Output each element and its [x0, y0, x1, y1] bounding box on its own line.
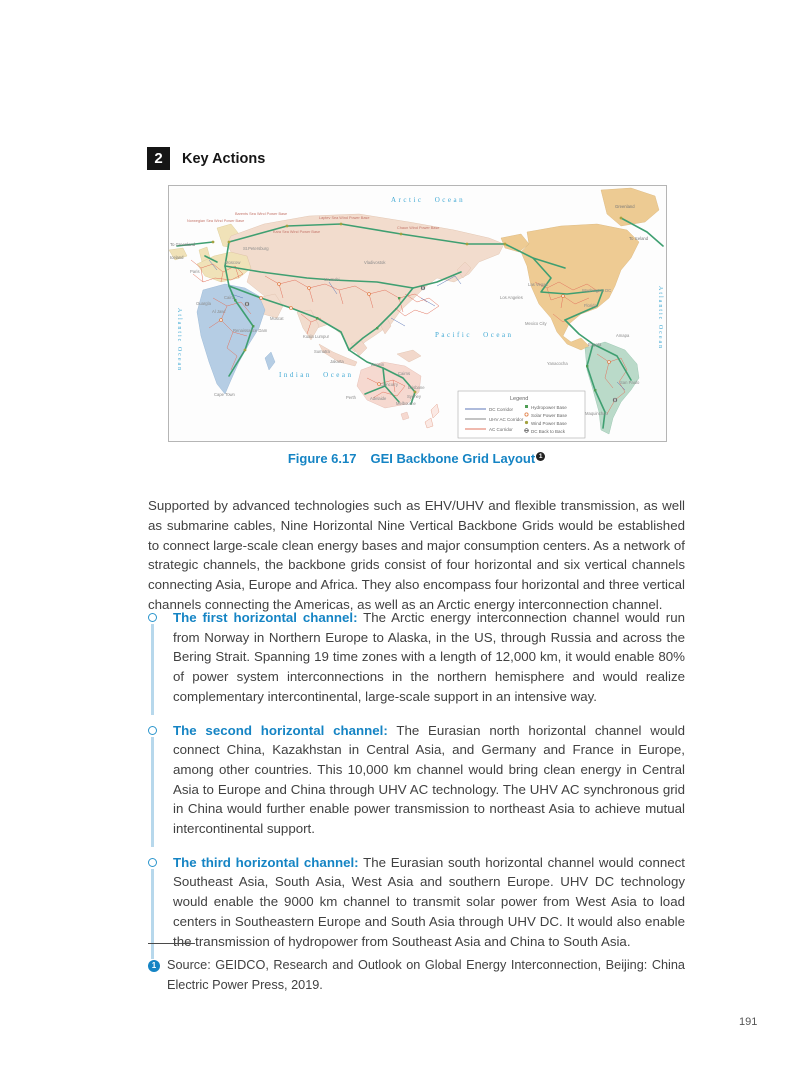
- bullet-bar: [151, 624, 154, 715]
- legend-item: Hydropower Base: [531, 405, 567, 410]
- map-label: Mexico City: [525, 321, 547, 326]
- map-label: San Paulo: [620, 380, 640, 385]
- ocean-label-pacific: Pacific Ocean: [435, 331, 514, 339]
- map-label: To Iceland: [629, 236, 649, 241]
- footnote-reference-icon: 1: [536, 452, 545, 461]
- map-label: Bogota: [588, 342, 602, 347]
- map-label: Cairns: [398, 371, 411, 376]
- map-label: To Greenland: [170, 242, 196, 247]
- map-label: Kuala Lumpur: [303, 334, 330, 339]
- map-label: Cloncurry: [380, 382, 398, 387]
- solar-base-swatch: [525, 413, 528, 416]
- channel-text: The Arctic energy interconnection channel would run from Norway in Northern Europe to Alaska, in the US, through Russia and across the Bering Strait. Spanning 19 time zones with a length of 12,000 km, it would enable 80% of power system interconnections in the northern hemisphere and would realize complementary intercontinental, large-scale support in an intensive way.: [173, 610, 685, 704]
- bullet-bar: [151, 737, 154, 847]
- legend-item: DC Back to Back: [531, 429, 566, 434]
- map-label: Moscow: [225, 260, 241, 265]
- channel-lead: The second horizontal channel:: [173, 722, 388, 738]
- island-new-zealand: [425, 404, 439, 428]
- wind-base-swatch: [525, 421, 528, 424]
- figure-map-frame: [168, 185, 667, 442]
- footnote: [148, 956, 685, 995]
- map-label: Vladivostok: [364, 260, 386, 265]
- map-label: Cairo: [224, 295, 235, 300]
- map-label: St.Petersburg: [243, 246, 269, 251]
- map-label: Florida: [584, 303, 597, 308]
- figure-number: Figure 6.17: [287, 451, 357, 466]
- list-item: [148, 721, 685, 839]
- page-number: 191: [739, 1016, 758, 1028]
- legend-item: DC Corridor: [489, 407, 514, 412]
- continent-south-america: [585, 342, 639, 434]
- channel-text: The Eurasian south horizontal channel would connect Southeast Asia, South Asia, West Asia and southern Europe. UHV DC technology would enable the 9000 km channel to transmit solar power from West Asia to load centers in Southeastern Europe and South Asia through UHV DC. It would also enable the transmission of hydropower from Southeast Asia and China to South Asia.: [173, 854, 685, 949]
- map-label: Las Vegas: [528, 282, 548, 287]
- map-label: Muscat: [270, 316, 284, 321]
- bullet-circle-icon: [148, 613, 157, 622]
- bullet-bar: [151, 869, 154, 960]
- map-label: Yanacocha: [547, 361, 568, 366]
- map-label: Norwegian Sea Wind Power Base: [187, 219, 245, 223]
- channel-list: [148, 608, 685, 965]
- map-label: Barents Sea Wind Power Base: [235, 212, 288, 216]
- ocean-label-atlantic-left: Atlantic Ocean: [176, 308, 182, 373]
- map-label: Ouargla: [196, 301, 211, 306]
- map-label: Paris: [190, 269, 200, 274]
- ocean-label-atlantic-right: Atlantic Ocean: [657, 286, 663, 351]
- map-label: Urumchi: [324, 277, 340, 282]
- intro-paragraph: Supported by advanced technologies such as EHV/UHV and flexible transmission, as well as submarine cables, Nine Horizontal Nine Vertical Backbone Grids would be established to connect large-scale clean energy bases and major consumption centers. As a network of strategic channels, the backbone grids consist of four horizontal and six vertical channels connecting Asia, Europe and Africa. They also encompass four horizontal and three vertical channels connecting the Americas, as well as an Arctic energy interconnection channel.: [148, 498, 685, 612]
- bullet-circle-icon: [148, 858, 157, 867]
- list-item: [148, 853, 685, 952]
- island-madagascar: [265, 352, 275, 370]
- footnote-text: Source: GEIDCO, Research and Outlook on Global Energy Interconnection, Beijing: China Electric Power Press, 2019.: [167, 958, 685, 992]
- map-label: Al Jawf: [212, 309, 226, 314]
- list-item: [148, 608, 685, 707]
- legend-item: UHV AC Corridor: [489, 417, 524, 422]
- map-label: Jakarta: [330, 359, 344, 364]
- footnote-number-icon: 1: [148, 960, 160, 972]
- world-map: [169, 186, 666, 441]
- channel-lead: The third horizontal channel:: [173, 854, 359, 870]
- legend-title: Legend: [510, 396, 529, 402]
- section-number-badge: 2: [147, 147, 170, 170]
- map-label: Amapa: [616, 333, 630, 338]
- map-label: Iceland: [170, 255, 184, 260]
- map-legend: [458, 391, 585, 438]
- map-label: Sydney: [407, 394, 421, 399]
- map-label: Adelaide: [370, 396, 387, 401]
- map-label: Cape Town: [214, 392, 235, 397]
- figure-title: GEI Backbone Grid Layout: [370, 451, 536, 466]
- ocean-label-arctic: Arctic Ocean: [391, 196, 466, 204]
- map-label: Renaissance Dam: [233, 328, 268, 333]
- map-label: Greenland: [615, 204, 635, 209]
- channel-lead: The first horizontal channel:: [173, 610, 358, 625]
- legend-item: AC Corridor: [489, 427, 513, 432]
- figure-caption: [168, 451, 665, 466]
- ocean-label-indian: Indian Ocean: [279, 371, 354, 379]
- legend-item: Solar Power Base: [531, 413, 568, 418]
- map-label: Kara Sea Wind Power Base: [273, 230, 321, 234]
- legend-item: Wind Power Base: [531, 421, 567, 426]
- map-label: Los Angeles: [500, 295, 523, 300]
- map-label: Brisbane: [408, 385, 425, 390]
- channel-text: The Eurasian north horizontal channel would connect China, Kazakhstan in Central Asia, and Germany and France in Europe, among other countries. This 10,000 km channel would bring clean energy in Central Asia to Europe and China through UHV AC technology. The UHV AC synchronous grid in China would further enable power transmission to northeast Asia to achieve mutual intercontinental support.: [173, 722, 685, 837]
- map-label: Washington DC: [582, 288, 612, 293]
- section-header: [147, 147, 265, 170]
- island-tasmania: [401, 412, 409, 420]
- section-title: Key Actions: [182, 150, 266, 167]
- map-label: Sumatra: [314, 349, 330, 354]
- map-label: Maquinchao: [585, 411, 608, 416]
- map-label: Laptev Sea Wind Power Base: [319, 216, 370, 220]
- map-label: Darwin: [371, 362, 385, 367]
- island-new-guinea: [397, 350, 421, 362]
- footnote-rule: [148, 943, 195, 944]
- map-label: Melbourne: [396, 401, 416, 406]
- map-label: Chaun Wind Power Base: [397, 226, 440, 230]
- bullet-circle-icon: [148, 726, 157, 735]
- hydro-base-swatch: [525, 405, 528, 408]
- map-label: Perth: [346, 395, 357, 400]
